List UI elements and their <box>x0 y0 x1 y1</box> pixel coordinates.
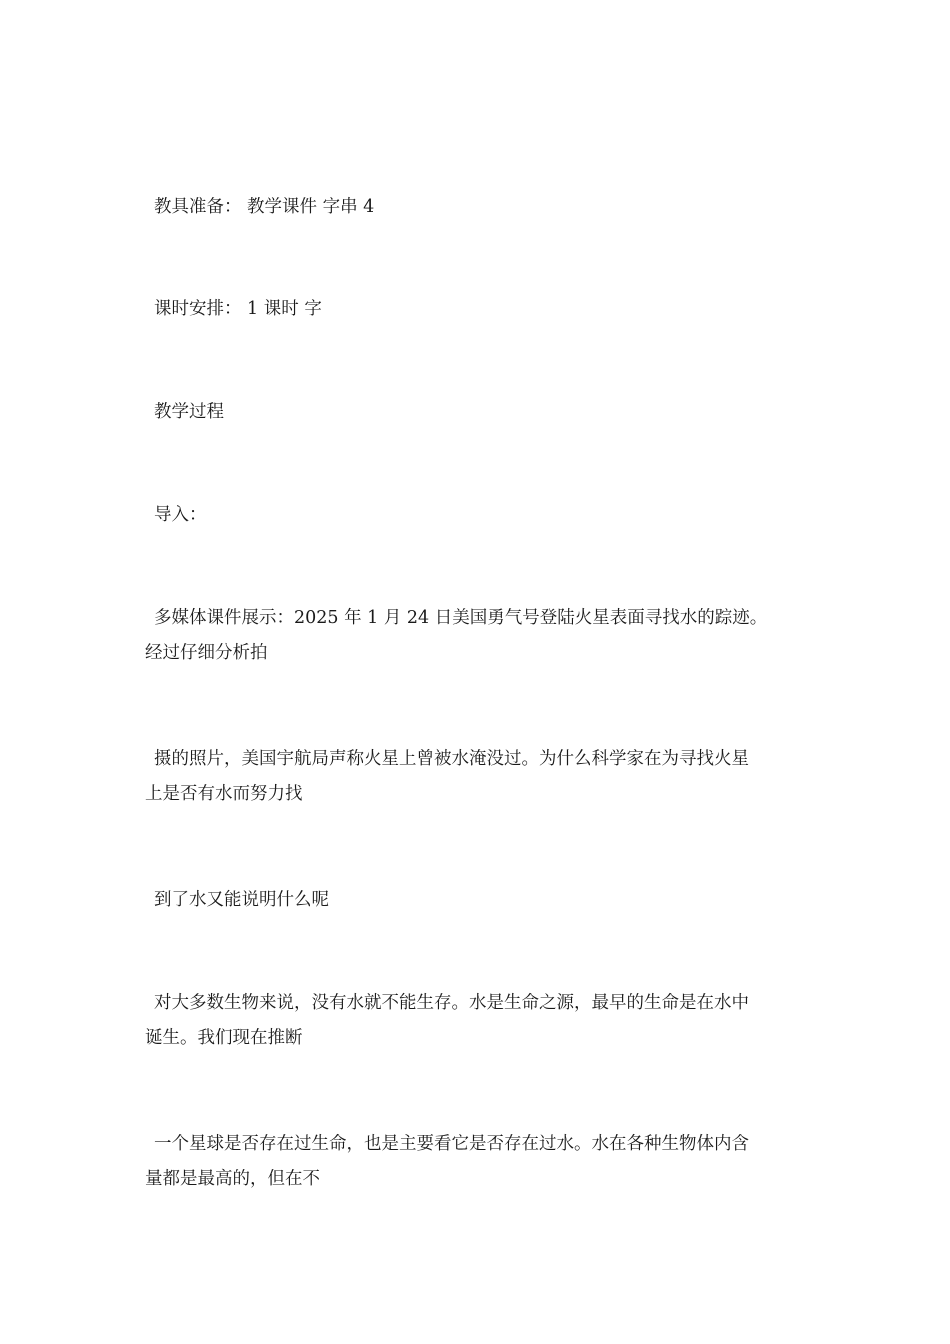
section-heading-introduction <box>145 498 810 533</box>
paragraph-line: 诞生。我们现在推断 <box>145 1028 303 1048</box>
paragraph-line: 多媒体课件展示：2025 年 1 月 24 日美国勇气号登陆火星表面寻找水的踪迹。 <box>154 608 768 628</box>
paragraph-line: 摄的照片，美国宇航局声称火星上曾被水淹没过。为什么科学家在为寻找火星 <box>154 749 749 769</box>
paragraph-line: 经过仔细分析拍 <box>145 643 268 663</box>
paragraph-water-life <box>145 986 810 1056</box>
paragraph-line: 对大多数生物来说，没有水就不能生存。水是生命之源，最早的生命是在水中 <box>154 993 749 1013</box>
paragraph-line: 到了水又能说明什么呢 <box>154 890 329 910</box>
paragraph-class-schedule <box>145 292 810 327</box>
paragraph-line: 教具准备： 教学课件 字串 4 <box>154 197 375 217</box>
paragraph-line: 量都是最高的，但在不 <box>145 1169 320 1189</box>
paragraph-line: 教学过程 <box>154 402 224 422</box>
paragraph-line: 一个星球是否存在过生命，也是主要看它是否存在过水。水在各种生物体内含 <box>154 1134 749 1154</box>
section-heading-teaching-process <box>145 395 810 430</box>
paragraph-line: 导入： <box>154 505 207 525</box>
paragraph-photos <box>145 742 810 812</box>
paragraph-line: 上是否有水而努力找 <box>145 784 303 804</box>
paragraph-teaching-aids <box>145 190 810 225</box>
paragraph-question <box>145 883 810 918</box>
paragraph-multimedia <box>145 601 810 671</box>
paragraph-planet <box>145 1127 810 1197</box>
paragraph-line: 课时安排： 1 课时 字 <box>154 299 322 319</box>
